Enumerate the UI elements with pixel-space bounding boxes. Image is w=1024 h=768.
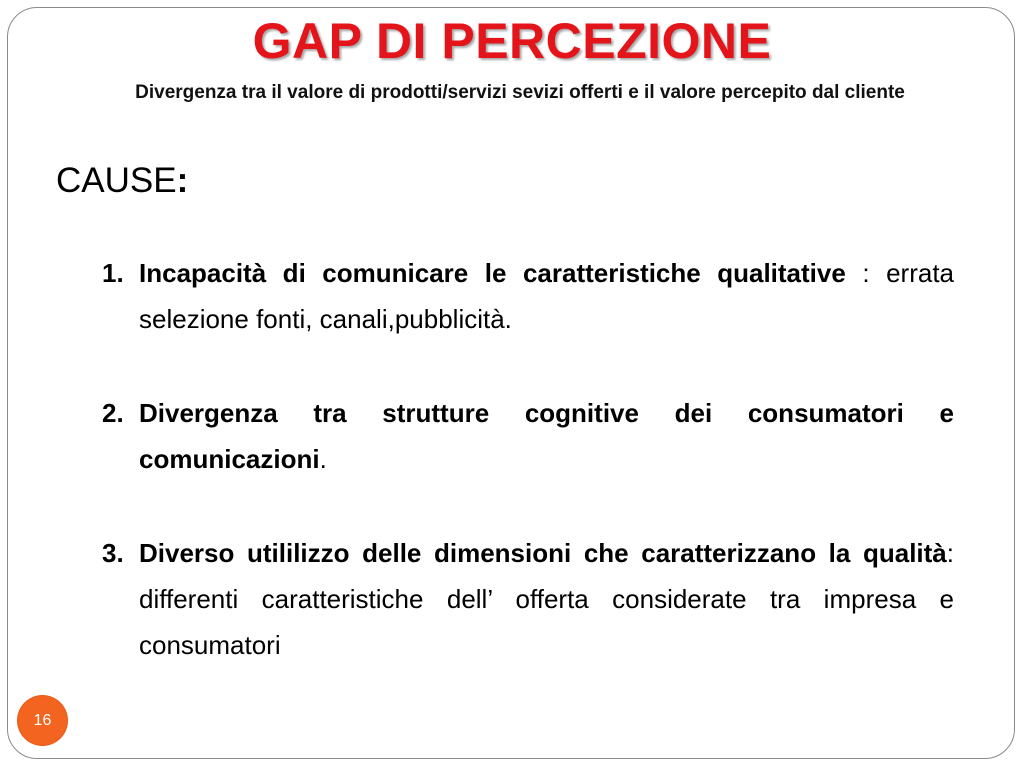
cause-item-1 — [102, 250, 954, 342]
cause-text — [139, 530, 954, 668]
cause-rest-text: : differenti caratteristiche dell’ offerta considerate tra impresa e consumatori — [139, 538, 954, 660]
cause-heading-colon: : — [176, 161, 189, 200]
cause-item-3 — [102, 530, 954, 668]
cause-text — [139, 250, 954, 342]
cause-item-2 — [102, 390, 954, 482]
slide-title: GAP DI PERCEZIONE — [252, 13, 772, 69]
cause-rest-text: . — [319, 444, 327, 474]
cause-bold-text: Divergenza tra strutture cognitive dei consumatori e comunicazioni — [139, 398, 954, 474]
cause-bold-text: Incapacità di comunicare le caratteristiche qualitative — [139, 258, 846, 288]
cause-rest-text: : errata selezione fonti, canali,pubblicità. — [139, 258, 954, 334]
cause-number: 2. — [102, 398, 124, 428]
cause-number: 3. — [102, 538, 124, 568]
slide-subtitle: Divergenza tra il valore di prodotti/servizi sevizi offerti e il valore percepito dal cliente — [135, 82, 905, 103]
cause-heading — [56, 160, 188, 202]
cause-text — [139, 390, 954, 482]
causes-list — [102, 250, 954, 716]
cause-heading-text: CAUSE — [56, 161, 177, 200]
cause-bold-text: Diverso utililizzo delle dimensioni che caratterizzano la qualità — [139, 538, 947, 568]
page-number-badge: 16 — [18, 696, 67, 745]
cause-number: 1. — [102, 258, 124, 288]
